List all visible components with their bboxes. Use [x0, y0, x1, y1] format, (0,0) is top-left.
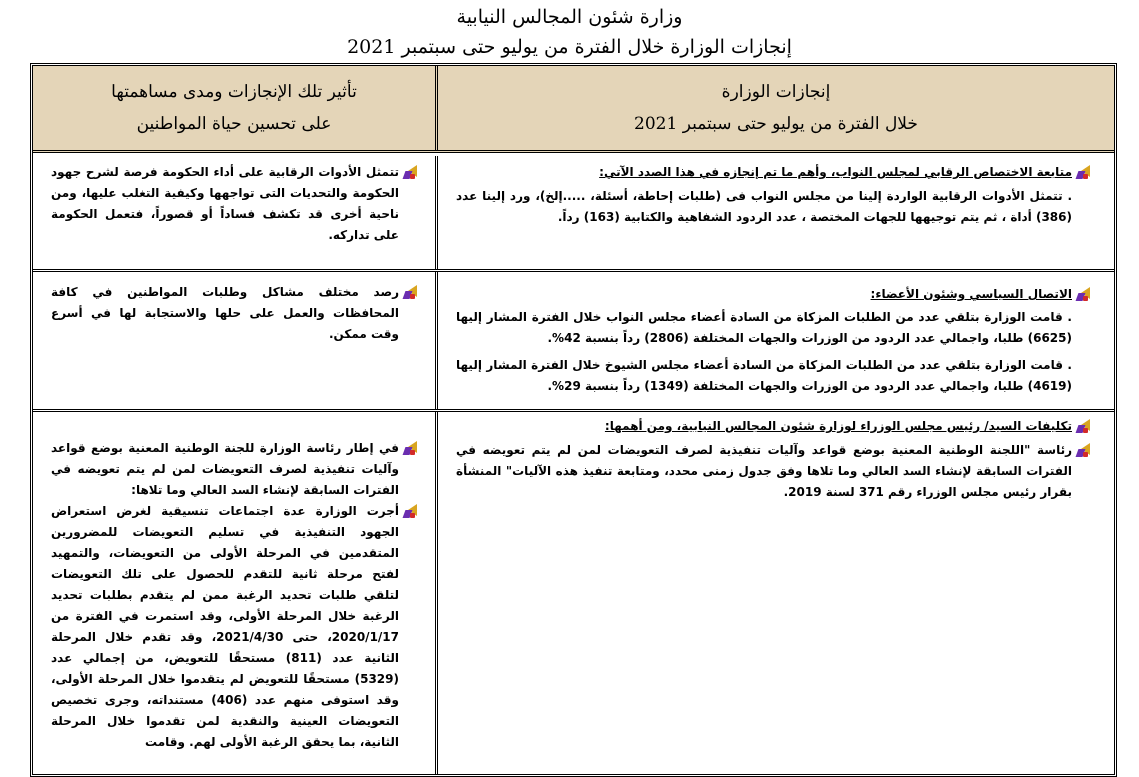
impact-text: أجرت الوزارة عدة اجتماعات تنسيقية لغرض استعراض الجهود التنفيذية في تسليم التعويضات للمضرورين المتقدمين في المرحلة الأولى من التعويضات، والتمهيد لفتح مرحلة ثانية للتقدم للحصول على تلك التعويضات لتلقي طلبات تحديد الرغبة ممن لم يتقدم بطلبات تحديد الرغبة خلال المرحلة الأولى، وقد استمرت في الفترة من 2020/1/17، حتى 2021/4/30، وقد تقدم خلال المرحلة الثانية عدد (811) مستحقًا للتعويض، من إجمالي عدد (5329) مستحقًا للتعويض لم يتقدموا خلال المرحلة الأولى، وقد استوفى منهم عدد (406) مستنداته، وجرى تخصيص التعويضات العينية والنقدية لمن تقدموا خلال المرحلة الثانية، بما يحقق الرغبة الأولى لهم. وقامت	[51, 504, 399, 749]
impact-cell	[33, 412, 438, 777]
impact-text: تتمثل الأدوات الرقابية على أداء الحكومة فرصة لشرح جهود الحكومة والتحديات التى تواجهها وكيفية التغلب عليها، ومن ناحية أخرى قد تكشف فساداً أو قصوراً، فتعمل الحكومة على تداركه.	[51, 165, 399, 242]
impact-text: في إطار رئاسة الوزارة للجنة الوطنية المعنية بوضع قواعد وآليات تنفيذية لصرف التعويضات لمن لم يتم تعويضه في الفترات السابقة لإنشاء السد العالي وما تلاها:	[51, 441, 399, 497]
arrow-bullet-icon	[1077, 419, 1090, 433]
paragraph: . قامت الوزارة بتلقي عدد من الطلبات المزكاة من السادة أعضاء مجلس النواب خلال الفترة المشار إليها (6625) طلبا، واجمالي عدد الردود من الوزرات والجهات المختلفة (2806) رداً بنسبة 42%.	[456, 310, 1072, 345]
arrow-bullet-icon	[404, 504, 417, 518]
section-heading	[456, 284, 1090, 304]
table-row	[33, 156, 1114, 272]
header-impact-line2: على تحسين حياة المواطنين	[136, 114, 332, 134]
list-item	[51, 162, 417, 246]
header-achievements-line2: خلال الفترة من يوليو حتى سبتمبر 2021	[634, 114, 918, 134]
paragraph: . تتمثل الأدوات الرقابية الواردة إلينا من مجلس النواب فى (طلبات إحاطة، أسئلة، .....إلخ)، ورد إلينا عدد (386) أداة ، ثم يتم توجيهها للجهات المختصة ، عدد الردود الشفاهية والكتابية (163) رداً.	[456, 189, 1072, 224]
paragraph: . قامت الوزارة بتلقي عدد من الطلبات المزكاة من السادة أعضاء مجلس الشيوخ خلال الفترة المشار إليها (4619) طلبا، واجمالي عدد الردود من الوزرات والجهات المختلفة (1349) رداً بنسبة 29%.	[456, 358, 1072, 393]
header-impact-line1: تأثير تلك الإنجازات ومدى مساهمتها	[111, 82, 357, 102]
achievements-table	[30, 63, 1117, 777]
section-title: متابعة الاختصاص الرقابي لمجلس النواب، وأهم ما تم إنجازه في هذا الصدد الآتي:	[599, 165, 1072, 179]
table-row	[33, 272, 1114, 412]
arrow-bullet-icon	[1077, 165, 1090, 179]
impact-text: رصد مختلف مشاكل وطلبات المواطنين في كافة المحافظات والعمل على حلها والاستجابة لها في أسرع وقت ممكن.	[51, 285, 399, 341]
section-heading	[456, 162, 1090, 182]
header-impact	[33, 66, 438, 150]
arrow-bullet-icon	[1077, 443, 1090, 457]
list-item	[51, 282, 417, 345]
achievement-cell	[438, 412, 1114, 777]
achievement-cell	[438, 272, 1114, 409]
impact-cell	[33, 156, 438, 269]
arrow-bullet-icon	[404, 165, 417, 179]
arrow-bullet-icon	[404, 441, 417, 455]
arrow-bullet-icon	[404, 285, 417, 299]
list-item	[456, 440, 1090, 503]
section-heading	[456, 416, 1090, 436]
table-header-row	[33, 66, 1114, 153]
arrow-bullet-icon	[1077, 287, 1090, 301]
achievement-cell	[438, 156, 1114, 269]
list-item	[51, 438, 417, 501]
section-title: الاتصال السياسي وشئون الأعضاء:	[870, 287, 1072, 301]
section-title: تكليفات السيد/ رئيس مجلس الوزراء لوزارة شئون المجالس النيابية، ومن أهمها:	[604, 419, 1072, 433]
list-item	[51, 501, 417, 753]
ministry-name: وزارة شئون المجالس النيابية	[456, 6, 683, 28]
header-achievements	[438, 66, 1114, 150]
document-title: إنجازات الوزارة خلال الفترة من يوليو حتى سبتمبر 2021	[347, 36, 792, 58]
impact-cell	[33, 272, 438, 409]
header-achievements-line1: إنجازات الوزارة	[721, 82, 831, 102]
assignment-text: رئاسة "اللجنة الوطنية المعنية بوضع قواعد وآليات تنفيذية لصرف التعويضات لمن لم يتم تعويضه في الفترات السابقة لإنشاء السد العالي وما تلاها وفق جدول زمنى محدد، ومتابعة تنفيذ هذه الآليات" المنشأة بقرار رئيس مجلس الوزراء رقم 371 لسنة 2019.	[456, 443, 1072, 499]
table-row	[33, 412, 1114, 777]
